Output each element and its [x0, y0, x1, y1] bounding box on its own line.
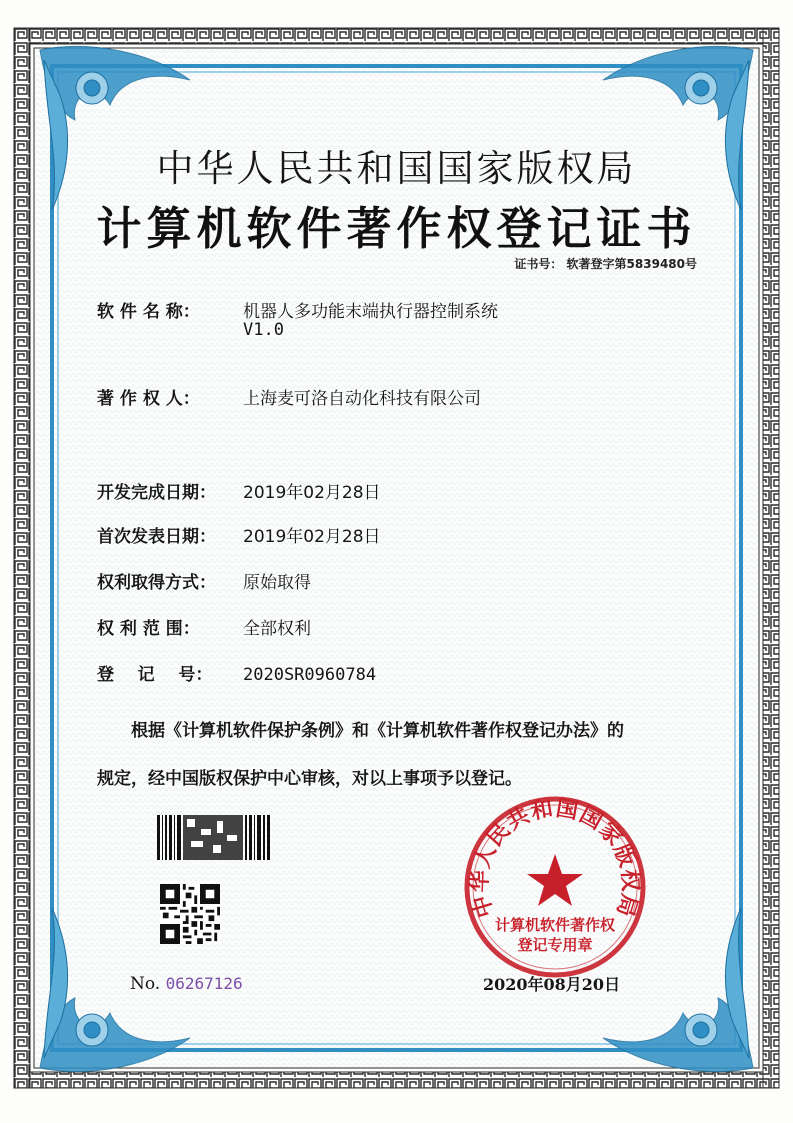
certificate-number — [514, 255, 697, 272]
certificate-number-label: 证书号： — [514, 257, 563, 271]
field-software-name — [97, 297, 498, 322]
dev-date-value: 2019年02月28日 — [243, 483, 381, 503]
field-dev-date — [97, 478, 381, 503]
seal-date: 2020年08月20日 — [483, 975, 621, 994]
acquire-value: 原始取得 — [243, 573, 311, 593]
serial-number — [130, 974, 243, 994]
field-reg-no — [97, 660, 376, 685]
scope-value: 全部权利 — [243, 619, 311, 639]
field-scope — [97, 614, 311, 639]
certificate-title: 计算机软件著作权登记证书 — [96, 202, 697, 255]
star-icon — [527, 854, 583, 906]
reg-no-label: 登 记 号： — [97, 665, 213, 685]
seal-ring-text: 中华人民共和国国家版权局 — [466, 795, 644, 921]
seal-line-1: 计算机软件著作权 — [494, 916, 615, 934]
barcode — [157, 815, 270, 860]
owner-label: 著 作 权 人： — [97, 389, 200, 409]
serial-number-label: No. — [130, 974, 161, 994]
pub-date-label: 首次发表日期： — [97, 527, 216, 547]
field-acquire — [97, 568, 311, 593]
seal-line-2: 登记专用章 — [517, 936, 593, 954]
owner-value: 上海麦可洛自动化科技有限公司 — [243, 389, 481, 409]
software-name-label: 软 件 名 称： — [97, 302, 200, 322]
field-owner — [97, 384, 481, 409]
software-name-value: 机器人多功能末端执行器控制系统 — [243, 302, 498, 322]
field-pub-date — [97, 522, 381, 547]
certificate-number-value: 软著登字第5839480号 — [566, 257, 697, 271]
pub-date-value: 2019年02月28日 — [243, 527, 381, 547]
acquire-label: 权利取得方式： — [97, 573, 216, 593]
serial-number-value: 06267126 — [165, 974, 243, 993]
statement-line-1: 根据《计算机软件保护条例》和《计算机软件著作权登记办法》的 — [131, 721, 624, 741]
software-version-value: V1.0 — [243, 320, 284, 340]
scope-label: 权 利 范 围： — [97, 619, 200, 639]
statement-line-2: 规定，经中国版权保护中心审核，对以上事项予以登记。 — [97, 769, 522, 789]
field-software-version — [97, 320, 284, 340]
reg-no-value: 2020SR0960784 — [243, 665, 377, 685]
official-seal — [460, 792, 650, 982]
qr-code — [160, 884, 220, 944]
dev-date-label: 开发完成日期： — [97, 483, 216, 503]
issuer-title: 中华人民共和国国家版权局 — [156, 147, 637, 190]
